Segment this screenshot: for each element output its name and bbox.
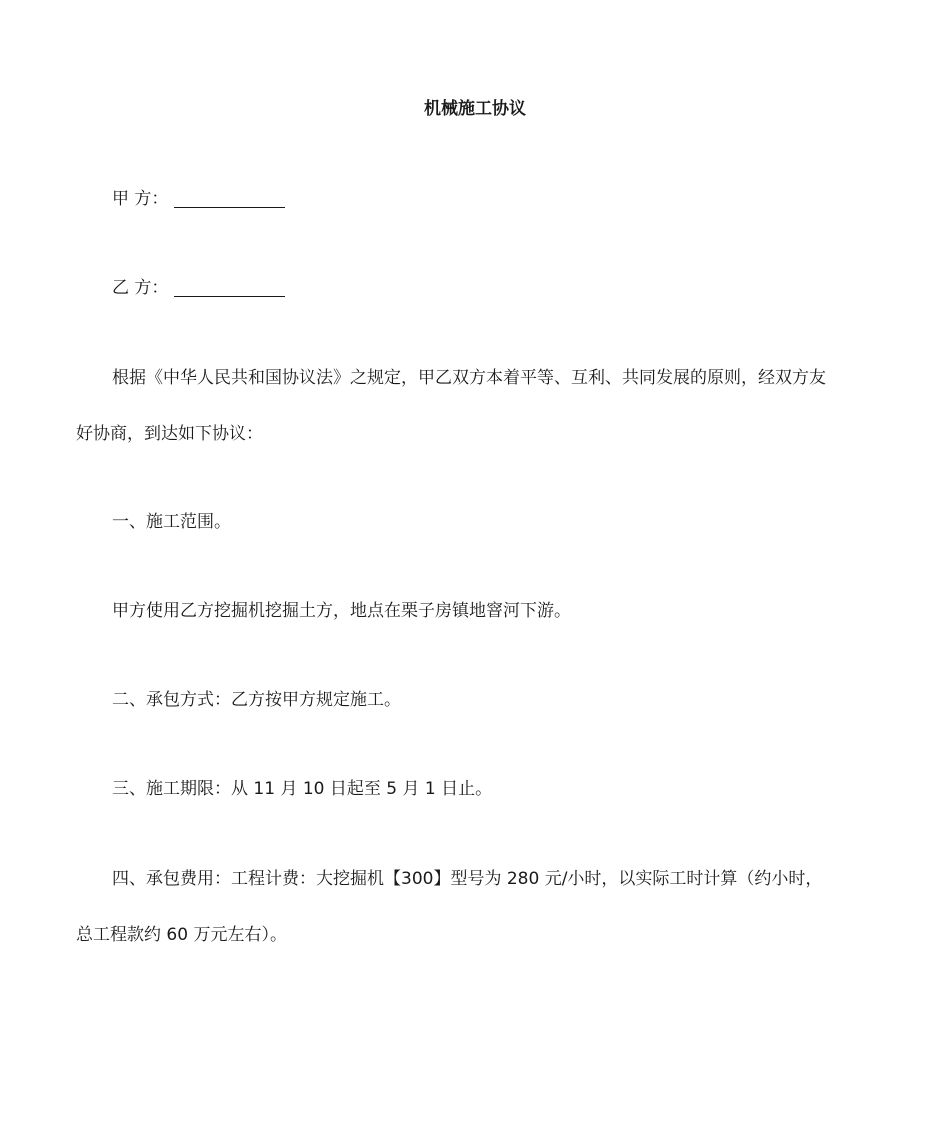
party-a-line	[112, 186, 876, 212]
document-title: 机械施工协议	[424, 99, 526, 119]
section-1-heading: 一、施工范围。	[112, 512, 231, 532]
party-b-line	[112, 275, 876, 301]
section-2: 二、承包方式：乙方按甲方规定施工。	[112, 690, 401, 710]
section-4-line-2: 总工程款约 60 万元左右）。	[76, 925, 287, 945]
party-b-blank	[174, 278, 285, 297]
party-a-blank	[174, 189, 285, 208]
section-1-body: 甲方使用乙方挖掘机挖掘土方，地点在栗子房镇地窨河下游。	[112, 601, 571, 621]
intro-paragraph-line-2: 好协商，到达如下协议：	[76, 424, 263, 444]
section-4-line-1: 四、承包费用：工程计费：大挖掘机【300】型号为 280 元/小时，以实际工时计算（约小时，	[112, 869, 823, 889]
party-b-label: 乙 方：	[112, 278, 169, 298]
section-3: 三、施工期限：从 11 月 10 日起至 5 月 1 日止。	[112, 779, 493, 799]
intro-paragraph-line-1: 根据《中华人民共和国协议法》之规定，甲乙双方本着平等、互利、共同发展的原则，经双方友	[112, 368, 826, 388]
party-a-label: 甲 方：	[112, 189, 169, 209]
